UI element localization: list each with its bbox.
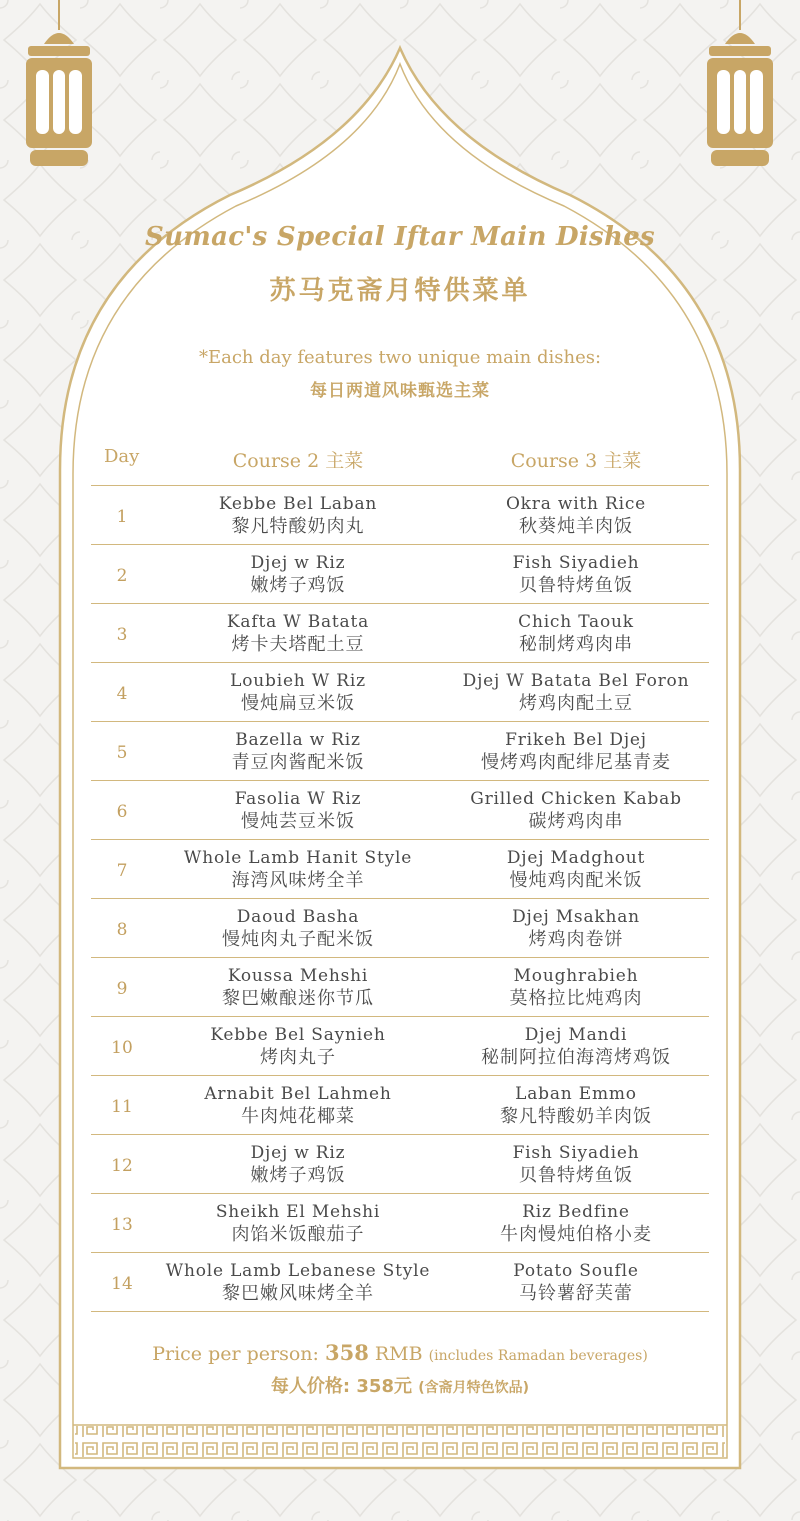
day-cell	[91, 1194, 153, 1253]
course-2-name-en: Fasolia W Riz	[234, 788, 362, 809]
title-chinese: 苏马克斋月特供菜单	[269, 276, 531, 306]
table-row	[91, 722, 709, 781]
course-2-cell	[153, 1135, 443, 1194]
course-2-name-en: Arnabit Bel Lahmeh	[204, 1083, 392, 1104]
day-cell	[91, 545, 153, 604]
price-unit: RMB	[374, 1343, 423, 1365]
course-2-cell	[153, 722, 443, 781]
menu-body	[91, 486, 709, 1312]
course-3-cell	[443, 781, 709, 840]
course-2-cell	[153, 781, 443, 840]
course-3-name-en: Djej Madghout	[506, 847, 646, 868]
course-3-name-cn: 慢炖鸡肉配米饭	[509, 869, 643, 891]
table-header-row	[91, 446, 709, 486]
price-amount: 358	[324, 1340, 369, 1365]
course-2-name-cn: 海湾风味烤全羊	[231, 869, 365, 891]
menu-table	[91, 446, 709, 1312]
course-2-name-cn: 牛肉炖花椰菜	[241, 1105, 355, 1127]
price-chinese	[70, 1372, 730, 1398]
course-3-cell	[443, 899, 709, 958]
course-3-name-cn: 马铃薯舒芙蕾	[519, 1282, 633, 1304]
course-2-name-en: Koussa Mehshi	[227, 965, 369, 986]
course-2-cell	[153, 899, 443, 958]
course-2-cell	[153, 545, 443, 604]
course-3-name-en: Grilled Chicken Kabab	[470, 788, 682, 809]
title-english: Sumac's Special Iftar Main Dishes	[145, 222, 655, 252]
header-course-2: Course 2 主菜	[232, 450, 364, 472]
table-row	[91, 899, 709, 958]
course-2-name-en: Kebbe Bel Laban	[218, 493, 378, 514]
course-3-name-en: Fish Siyadieh	[512, 552, 640, 573]
course-3-name-cn: 莫格拉比炖鸡肉	[509, 987, 643, 1009]
course-2-name-cn: 黎巴嫩酿迷你节瓜	[222, 987, 374, 1009]
course-3-name-en: Chich Taouk	[518, 611, 634, 632]
day-number: 12	[111, 1156, 133, 1176]
course-2-name-cn: 烤肉丸子	[260, 1046, 336, 1068]
course-2-name-en: Djej w Riz	[250, 1142, 346, 1163]
course-2-name-en: Kebbe Bel Saynieh	[210, 1024, 386, 1045]
course-2-name-cn: 慢炖芸豆米饭	[241, 810, 355, 832]
day-cell	[91, 1076, 153, 1135]
day-number: 6	[116, 802, 128, 822]
course-2-name-cn: 黎巴嫩风味烤全羊	[222, 1282, 374, 1304]
day-number: 13	[111, 1215, 133, 1235]
course-3-name-cn: 贝鲁特烤鱼饭	[519, 1164, 633, 1186]
day-number: 14	[111, 1274, 133, 1294]
course-2-name-cn: 嫩烤子鸡饭	[250, 1164, 346, 1186]
day-cell	[91, 663, 153, 722]
course-2-cell	[153, 663, 443, 722]
price-english	[70, 1340, 730, 1365]
course-3-name-en: Djej Mandi	[524, 1024, 628, 1045]
course-3-name-cn: 黎凡特酸奶羊肉饭	[500, 1105, 652, 1127]
day-cell	[91, 958, 153, 1017]
course-3-cell	[443, 1253, 709, 1312]
day-number: 4	[116, 684, 128, 704]
course-2-cell	[153, 1253, 443, 1312]
course-3-name-en: Okra with Rice	[505, 493, 647, 514]
day-cell	[91, 722, 153, 781]
course-3-cell	[443, 1194, 709, 1253]
course-3-name-en: Laban Emmo	[515, 1083, 637, 1104]
price-amount-cn: 358元	[356, 1376, 412, 1397]
course-2-cell	[153, 486, 443, 545]
course-3-name-en: Fish Siyadieh	[512, 1142, 640, 1163]
table-row	[91, 1135, 709, 1194]
course-2-name-en: Bazella w Riz	[235, 729, 361, 750]
day-cell	[91, 486, 153, 545]
course-2-name-cn: 慢炖肉丸子配米饭	[222, 928, 374, 950]
day-number: 5	[116, 743, 128, 763]
course-3-cell	[443, 604, 709, 663]
course-2-name-cn: 黎凡特酸奶肉丸	[231, 515, 365, 537]
day-cell	[91, 1017, 153, 1076]
course-3-cell	[443, 545, 709, 604]
course-2-name-cn: 慢炖扁豆米饭	[241, 692, 355, 714]
course-2-name-en: Whole Lamb Hanit Style	[183, 847, 413, 868]
course-3-name-cn: 秘制烤鸡肉串	[519, 633, 633, 655]
price-label-cn: 每人价格:	[270, 1376, 351, 1397]
course-2-cell	[153, 1076, 443, 1135]
course-3-name-en: Potato Soufle	[513, 1260, 639, 1281]
course-2-name-en: Djej w Riz	[250, 552, 346, 573]
day-number: 8	[116, 920, 128, 940]
course-2-cell	[153, 1017, 443, 1076]
course-3-name-cn: 碳烤鸡肉串	[528, 810, 624, 832]
table-row	[91, 604, 709, 663]
course-3-name-cn: 秘制阿拉伯海湾烤鸡饭	[481, 1046, 671, 1068]
table-row	[91, 1076, 709, 1135]
course-3-name-en: Frikeh Bel Djej	[505, 729, 647, 750]
table-row	[91, 840, 709, 899]
course-3-cell	[443, 1076, 709, 1135]
course-2-name-en: Whole Lamb Lebanese Style	[165, 1260, 431, 1281]
price-label: Price per person:	[152, 1343, 319, 1365]
course-3-cell	[443, 1017, 709, 1076]
day-number: 10	[111, 1038, 133, 1058]
course-3-name-cn: 烤鸡肉卷饼	[528, 928, 624, 950]
day-cell	[91, 781, 153, 840]
course-3-name-en: Djej W Batata Bel Foron	[462, 670, 690, 691]
table-row	[91, 958, 709, 1017]
price-note: (includes Ramadan beverages)	[428, 1348, 648, 1364]
day-cell	[91, 1135, 153, 1194]
course-2-name-cn: 肉馅米饭酿茄子	[231, 1223, 365, 1245]
table-row	[91, 1017, 709, 1076]
course-3-name-cn: 慢烤鸡肉配绯尼基青麦	[481, 751, 671, 773]
course-3-cell	[443, 958, 709, 1017]
course-2-cell	[153, 840, 443, 899]
course-3-cell	[443, 663, 709, 722]
course-3-name-en: Riz Bedfine	[522, 1201, 630, 1222]
header-day: Day	[104, 446, 140, 467]
day-cell	[91, 840, 153, 899]
day-number: 1	[116, 507, 128, 527]
day-cell	[91, 899, 153, 958]
course-2-name-cn: 青豆肉酱配米饭	[231, 751, 365, 773]
price-note-cn: (含斋月特色饮品)	[418, 1380, 530, 1396]
note-chinese: 每日两道风味甄选主菜	[310, 381, 490, 401]
course-3-cell	[443, 486, 709, 545]
table-row	[91, 486, 709, 545]
course-2-name-en: Kafta W Batata	[226, 611, 370, 632]
course-3-name-en: Djej Msakhan	[512, 906, 640, 927]
course-2-name-cn: 烤卡夫塔配土豆	[231, 633, 365, 655]
day-number: 11	[111, 1097, 133, 1117]
day-number: 2	[116, 566, 128, 586]
header-course-3: Course 3 主菜	[510, 450, 642, 472]
course-3-name-cn: 秋葵炖羊肉饭	[519, 515, 633, 537]
day-number: 9	[116, 979, 128, 999]
course-2-cell	[153, 1194, 443, 1253]
table-row	[91, 1194, 709, 1253]
course-3-name-cn: 贝鲁特烤鱼饭	[519, 574, 633, 596]
course-3-name-cn: 烤鸡肉配土豆	[519, 692, 633, 714]
course-2-name-cn: 嫩烤子鸡饭	[250, 574, 346, 596]
day-cell	[91, 604, 153, 663]
course-2-cell	[153, 958, 443, 1017]
course-3-cell	[443, 722, 709, 781]
course-3-name-cn: 牛肉慢炖伯格小麦	[500, 1223, 652, 1245]
course-2-name-en: Loubieh W Riz	[230, 670, 366, 691]
day-cell	[91, 1253, 153, 1312]
table-row	[91, 545, 709, 604]
table-row	[91, 781, 709, 840]
course-3-cell	[443, 1135, 709, 1194]
course-3-name-en: Moughrabieh	[513, 965, 639, 986]
note-english: *Each day features two unique main dishes:	[198, 347, 602, 368]
table-row	[91, 663, 709, 722]
course-2-name-en: Daoud Basha	[236, 906, 360, 927]
course-3-cell	[443, 840, 709, 899]
day-number: 7	[116, 861, 128, 881]
course-2-name-en: Sheikh El Mehshi	[215, 1201, 381, 1222]
day-number: 3	[116, 625, 128, 645]
course-2-cell	[153, 604, 443, 663]
table-row	[91, 1253, 709, 1312]
